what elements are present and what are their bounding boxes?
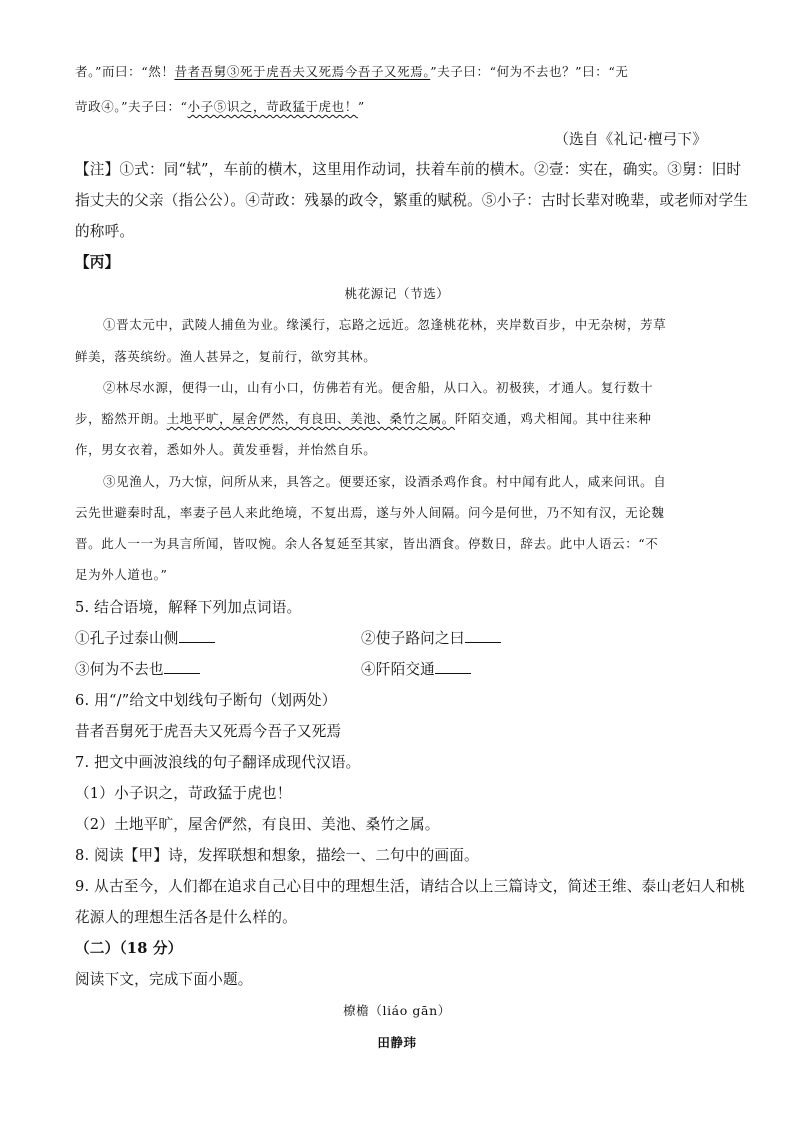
instruction: 阅读下文，完成下面小题。 <box>75 971 253 988</box>
source-citation: （选自《礼记·檀弓下》 <box>554 131 707 148</box>
answer-blank[interactable] <box>179 630 215 643</box>
item-text: ④阡陌交通 <box>361 661 435 678</box>
wavy-underlined-sentence: 土地平旷，屋舍俨然，有良田、美池、桑竹之属。 <box>166 411 455 426</box>
passage-line <box>75 409 651 427</box>
passage-text: 者。”而曰：“然！ <box>75 64 175 79</box>
question-9: 花源人的理想生活各是什么样的。 <box>75 909 297 926</box>
question-7-item: （2）土地平旷，屋舍俨然，有良田、美池、桑竹之属。 <box>75 816 440 833</box>
passage-text: 步，豁然开朗。 <box>75 411 167 426</box>
passage-line: 足为外人道也。” <box>75 567 168 582</box>
passage-line: ③见渔人，乃大惊，问所从来，具答之。便要还家，设酒杀鸡作食。村中闻有此人，咸来问讯。自 <box>103 474 667 489</box>
item-text: ②使子路问之曰 <box>361 630 465 647</box>
answer-blank[interactable] <box>164 661 200 674</box>
passage-line: 晋。此人一一为具言所闻，皆叹惋。余人各复延至其家，皆出酒食。停数日，辞去。此中人语云：“不 <box>75 536 659 551</box>
article-author: 田静玮 <box>377 1035 417 1050</box>
section-label: 【丙】 <box>75 254 120 271</box>
passage-line <box>75 62 628 80</box>
question-6: 6. 用“/”给文中划线句子断句（划两处） <box>75 692 337 709</box>
question-7: 7. 把文中画波浪线的句子翻译成现代汉语。 <box>75 754 361 771</box>
note-line: 的称呼。 <box>75 223 135 240</box>
item-text: ①孔子过泰山侧 <box>75 630 179 647</box>
underlined-sentence: 昔者吾舅③死于虎吾夫又死焉今吾子又死焉。 <box>174 64 431 79</box>
wavy-underlined-sentence: 小子⑤识之，苛政猛于虎也！ <box>187 99 358 114</box>
passage-line: ②林尽水源，便得一山，山有小口，仿佛若有光。便舍船，从口入。初极狭，才通人。复行数十 <box>103 380 654 395</box>
passage-line: ①晋太元中，武陵人捕鱼为业。缘溪行，忘路之远近。忽逢桃花林，夹岸数百步，中无杂树，芳草 <box>103 317 667 332</box>
question-5-item <box>75 658 435 679</box>
answer-blank[interactable] <box>435 661 471 674</box>
question-6-sentence: 昔者吾舅死于虎吾夫又死焉今吾子又死焉 <box>75 723 342 740</box>
question-7-item: （1）小子识之，苛政猛于虎也！ <box>75 785 292 802</box>
question-5-item <box>75 627 465 648</box>
passage-line: 鲜美，落英缤纷。渔人甚异之，复前行，欲穷其林。 <box>75 349 377 364</box>
passage-text: ”夫子曰：“何为不去也？”曰：“无 <box>430 64 629 79</box>
question-9: 9. 从古至今，人们都在追求自己心目中的理想生活，请结合以上三篇诗文，简述王维、泰山老妇人和桃 <box>75 878 746 895</box>
item-text: ③何为不去也 <box>75 661 164 678</box>
passage-line: 云先世避秦时乱，率妻子邑人来此绝境，不复出焉，遂与外人间隔。问今是何世，乃不知有汉，无论魏 <box>75 505 665 520</box>
answer-blank[interactable] <box>465 630 501 643</box>
passage-text: 苛政④。”夫子曰：“ <box>75 99 188 114</box>
article-title: 橑檐（liáo gān） <box>343 1003 451 1018</box>
passage-text: 阡陌交通，鸡犬相闻。其中往来种 <box>454 411 652 426</box>
note-line: 【注】①式：同“轼”，车前的横木，这里用作动词，扶着车前的横木。②壹：实在，确实。③舅：旧时 <box>75 161 742 178</box>
section-heading: （二）（18 分） <box>75 940 183 957</box>
passage-text: ” <box>357 99 365 114</box>
note-line: 指丈夫的父亲（指公公）。④苛政：残暴的政令，繁重的赋税。⑤小子：古时长辈对晚辈，或老师对学生 <box>75 192 749 209</box>
passage-line <box>75 97 365 115</box>
passage-line: 作，男女衣着，悉如外人。黄发垂髫，并怡然自乐。 <box>75 442 377 457</box>
passage-title: 桃花源记（节选） <box>344 286 450 301</box>
question-5: 5. 结合语境，解释下列加点词语。 <box>75 599 302 616</box>
question-8: 8. 阅读【甲】诗，发挥联想和想象，描绘一、二句中的画面。 <box>75 847 479 864</box>
